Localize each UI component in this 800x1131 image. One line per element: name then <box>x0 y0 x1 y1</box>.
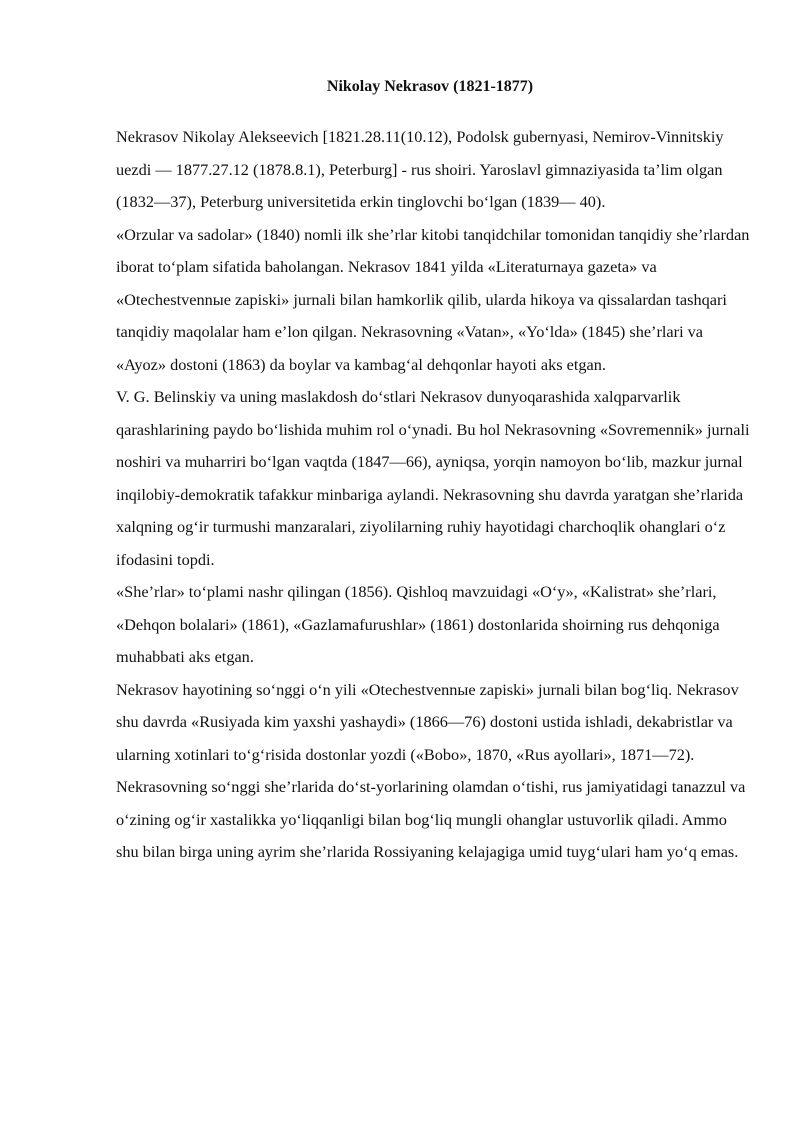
paragraph-biography: Nekrasov Nikolay Alekseevich [1821.28.11(10.12), Podolsk gubernyasi, Nemirov-Vinnitskiy uezdi — 1877.27.12 (1878.8.1), Peterburg] - rus shoiri. Yaroslavl gimnaziyasida ta’lim olgan (1832—37), Peterburg universitetida erkin tinglovchi bo‘lgan (1839— 40). <box>116 127 724 211</box>
document-title: Nikolay Nekrasov (1821-1877) <box>326 78 534 95</box>
paragraph-early-works: «Orzular va sadolar» (1840) nomli ilk she’rlar kitobi tanqidchilar tomonidan tanqidiy she’rlardan iborat to‘plam sifatida baholangan. Nekrasov 1841 yilda «Literaturnaya gazeta» va «Otechestvennыe zapiski» jurnali bilan hamkorlik qilib, ularda hikoya va qissalardan tashqari tanqidiy maqolalar ham e’lon qilgan. Nekrasovning «Vatan», «Yo‘lda» (1845) she’rlari va «Ayoz» dostoni (1863) da boylar va kambag‘al dehqonlar hayoti aks etgan. <box>116 224 750 374</box>
paragraph-last-decade: Nekrasov hayotining so‘nggi o‘n yili «Otechestvennыe zapiski» jurnali bilan bog‘liq. Nekrasov shu davrda «Rusiyada kim yaxshi yashaydi» (1866—76) dostoni ustida ishladi, dekabristlar va ularning xotinlari to‘g‘risida dostonlar yozdi («Bobo», 1870, «Rus ayollari», 1871—72). <box>116 679 739 764</box>
paragraph-last-poems: Nekrasovning so‘nggi she’rlarida do‘st-yorlarining olamdan o‘tishi, rus jamiyatidagi tanazzul va o‘zining og‘ir xastalikka yo‘liqqanligi bilan bog‘liq mungli ohanglar ustuvorlik qiladi. Ammo shu bilan birga uning ayrim she’rlarida Rossiyaning kelajagiga umid tuyg‘ulari ham yo‘q emas. <box>116 777 746 861</box>
document-body <box>116 121 750 869</box>
paragraph-sherlar-collection: «She’rlar» to‘plami nashr qilingan (1856). Qishloq mavzuidagi «O‘y», «Kalistrat» she’rlari, «Dehqon bolalari» (1861), «Gazlamafurushlar» (1861) dostonlarida shoirning rus dehqoniga muhabbati aks etgan. <box>116 582 720 666</box>
paragraph-belinskiy-sovremennik: V. G. Belinskiy va uning maslakdosh do‘stlari Nekrasov dunyoqarashida xalqparvarlik qarashlarining paydo bo‘lishida muhim rol o‘ynadi. Bu hol Nekrasovning «Sovremennik» jurnali noshiri va muharriri bo‘lgan vaqtda (1847—66), ayniqsa, yorqin namoyon bo‘lib, mazkur jurnal inqilobiy-demokratik tafakkur minbariga aylandi. Nekrasovning shu davrda yaratgan she’rlarida xalqning og‘ir turmushi manzaralari, ziyolilarning ruhiy hayotidagi charchoqlik ohanglari o‘z ifodasini topdi. <box>116 387 750 569</box>
